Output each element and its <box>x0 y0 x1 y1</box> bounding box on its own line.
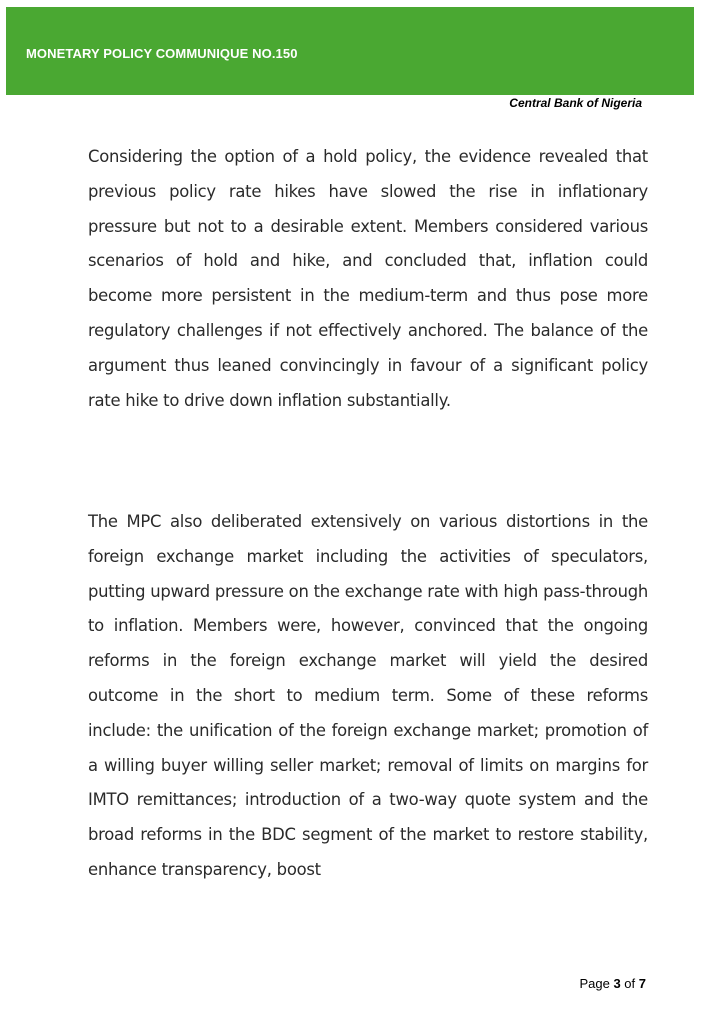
body-paragraph-2: The MPC also deliberated extensively on various distortions in the foreign exchange market including the activities of speculators, putting upward pressure on the exchange rate with high pass-through to inflation. Members were, however, convinced that the ongoing reforms in the foreign exchange market will yield the desired outcome in the short to medium term. Some of these reforms include: the unification of the foreign exchange market; promotion of a willing buyer willing seller market; removal of limits on margins for IMTO remittances; introduction of a two-way quote system and the broad reforms in the BDC segment of the market to restore stability, enhance transparency, boost <box>88 512 648 879</box>
total-pages: 7 <box>638 976 646 991</box>
header-band <box>6 7 694 95</box>
page-number <box>579 976 646 991</box>
of-word: of <box>624 976 636 991</box>
body-paragraph-1: Considering the option of a hold policy, the evidence revealed that previous policy rate hikes have slowed the rise in inflationary pressure but not to a desirable extent. Members considered various scenarios of hold and hike, and concluded that, inflation could become more persistent in the medium-term and thus pose more regulatory challenges if not effectively anchored. The balance of the argument thus leaned convincingly in favour of a significant policy rate hike to drive down inflation substantially. <box>88 147 648 410</box>
current-page: 3 <box>613 976 621 991</box>
communique-title: MONETARY POLICY COMMUNIQUE NO.150 <box>26 46 298 61</box>
page-word: Page <box>579 976 610 991</box>
organization-name: Central Bank of Nigeria <box>509 96 642 110</box>
